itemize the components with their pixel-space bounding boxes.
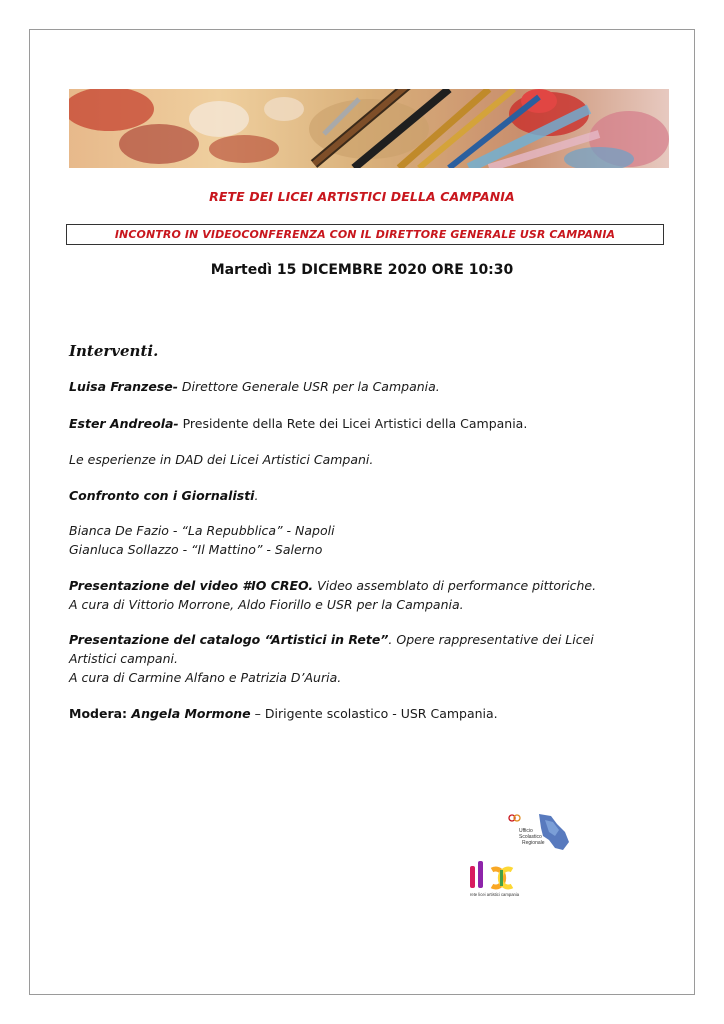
- catalog-heading: Presentazione del catalogo “Artistici in Rete”: [69, 632, 389, 647]
- dad-text: Le esperienze in DAD dei Licei Artistici Campani.: [69, 452, 374, 467]
- section-title-interventi: Interventi.: [69, 342, 159, 360]
- event-title-box: INCONTRO IN VIDEOCONFERENZA CON IL DIRETTORE GENERALE USR CAMPANIA: [66, 224, 664, 245]
- video-presentation: [69, 576, 596, 614]
- journalists-heading-suffix: .: [254, 488, 259, 503]
- speaker-role: Presidente della Rete dei Licei Artistici della Campania.: [178, 416, 528, 431]
- moderator-name: Angela Mormone: [131, 706, 251, 721]
- journalist-1: Bianca De Fazio - “La Repubblica” - Napoli: [69, 523, 335, 538]
- usr-logo-text-1: Ufficio: [519, 828, 533, 834]
- rlac-logo-text: rete licei artistici campania: [470, 892, 520, 897]
- rete-licei-artistici-logo: [466, 858, 528, 900]
- catalog-desc-2: Artistici campani.: [69, 651, 178, 666]
- moderator-line: [69, 704, 498, 723]
- catalog-desc: . Opere rappresentative dei Licei: [388, 632, 594, 647]
- page-border: [29, 29, 695, 995]
- dad-line: [69, 450, 373, 469]
- usr-logo-text-3: Regionale: [522, 840, 545, 846]
- journalists-heading: [69, 486, 258, 505]
- speaker-franzese: [69, 377, 440, 396]
- catalog-presentation: [69, 630, 594, 687]
- video-credits: A cura di Vittorio Morrone, Aldo Fiorillo e USR per la Campania.: [69, 597, 464, 612]
- moderator-label: Modera:: [69, 706, 132, 721]
- speaker-andreola: [69, 414, 527, 433]
- speaker-role: Direttore Generale USR per la Campania.: [177, 379, 440, 394]
- journalists-heading-text: Confronto con i Giornalisti: [69, 488, 255, 503]
- speaker-name: Luisa Franzese-: [69, 379, 178, 394]
- usr-logo-text-2: Scolastico: [519, 834, 542, 840]
- journalist-2: Gianluca Sollazzo - “Il Mattino” - Salerno: [69, 542, 323, 557]
- usr-campania-logo: [507, 810, 573, 854]
- moderator-role: – Dirigente scolastico - USR Campania.: [250, 706, 498, 721]
- paintbrushes-banner-image: [69, 89, 669, 168]
- video-desc: Video assemblato di performance pittoriche.: [313, 578, 597, 593]
- catalog-credits: A cura di Carmine Alfano e Patrizia D’Auria.: [69, 670, 342, 685]
- journalists-list: [69, 521, 335, 559]
- video-heading: Presentazione del video #IO CREO.: [69, 578, 314, 593]
- network-title: RETE DEI LICEI ARTISTICI DELLA CAMPANIA: [209, 189, 515, 204]
- speaker-name: Ester Andreola-: [69, 416, 179, 431]
- event-date: Martedì 15 DICEMBRE 2020 ORE 10:30: [210, 262, 514, 278]
